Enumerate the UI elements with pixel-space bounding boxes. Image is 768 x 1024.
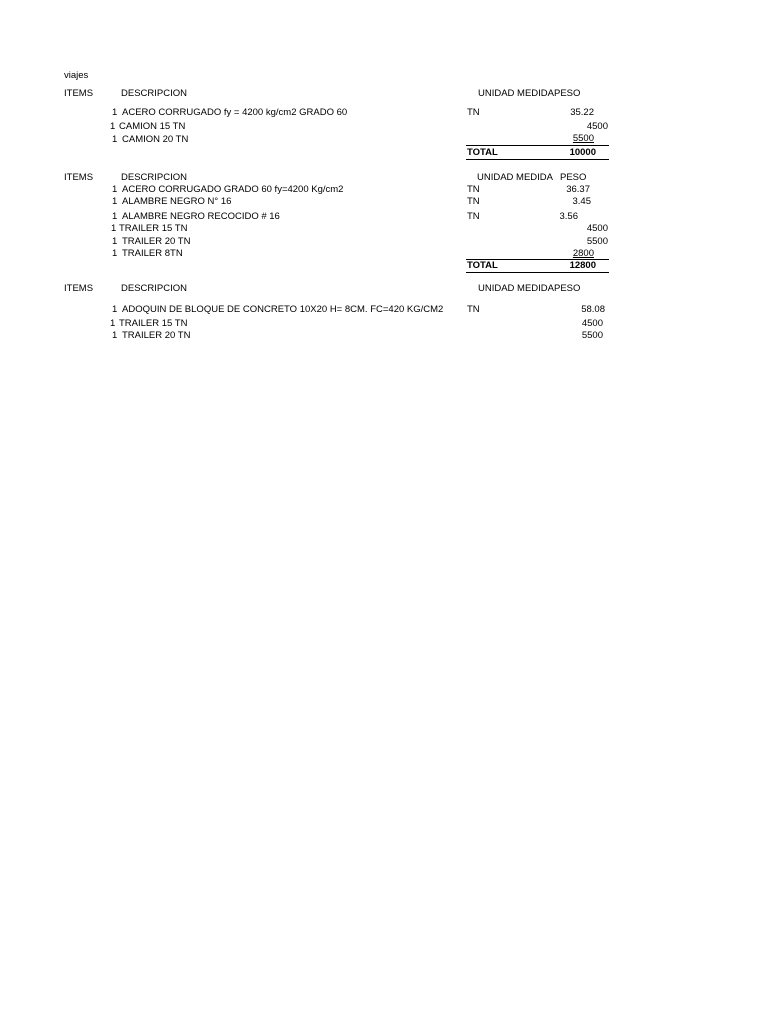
row-peso: 5500 (586, 236, 608, 247)
row-item: 1 (110, 121, 116, 132)
row-unidad: TN (467, 211, 480, 222)
row-unidad: TN (467, 107, 480, 118)
row-peso: 2800 (572, 248, 594, 259)
header-items: ITEMS (64, 88, 94, 99)
row-descripcion: ADOQUIN DE BLOQUE DE CONCRETO 10X20 H= 8CM. FC=420 KG/CM2 (122, 304, 444, 315)
total-label: TOTAL (467, 147, 498, 158)
row-descripcion: ACERO CORRUGADO fy = 4200 kg/cm2 GRADO 60 (122, 107, 348, 118)
row-item: 1 (112, 107, 118, 118)
row-item: 1 (110, 318, 116, 329)
row-descripcion: TRAILER 8TN (122, 248, 183, 259)
row-descripcion: ALAMBRE NEGRO N° 16 (122, 196, 232, 207)
header-peso: PESO (554, 283, 581, 294)
total-underline (466, 272, 609, 273)
header-items: ITEMS (64, 172, 94, 183)
row-descripcion: TRAILER 20 TN (122, 330, 191, 341)
row-descripcion: TRAILER 20 TN (122, 236, 191, 247)
row-peso: 4500 (581, 318, 603, 329)
row-descripcion: TRAILER 15 TN (119, 223, 188, 234)
row-item: 1 (112, 134, 118, 145)
row-peso: 3.56 (559, 211, 578, 222)
row-item: 1 (112, 196, 118, 207)
header-peso: PESO (554, 88, 581, 99)
row-item: 1 (112, 184, 118, 195)
row-descripcion: ACERO CORRUGADO GRADO 60 fy=4200 Kg/cm2 (122, 184, 344, 195)
total-underline (466, 159, 609, 160)
row-item: 1 (112, 236, 118, 247)
row-peso: 5500 (572, 133, 594, 144)
row-peso: 36.37 (566, 184, 590, 195)
row-item: 1 (112, 248, 118, 259)
row-descripcion: TRAILER 15 TN (119, 318, 188, 329)
sheet-title: viajes (64, 70, 89, 81)
row-peso: 3.45 (572, 196, 591, 207)
header-unidad-medida: UNIDAD MEDIDA (478, 283, 555, 294)
row-item: 1 (112, 304, 118, 315)
header-descripcion: DESCRIPCION (121, 283, 187, 294)
row-peso: 4500 (586, 223, 608, 234)
total-label: TOTAL (467, 260, 498, 271)
row-item: 1 (112, 211, 118, 222)
row-descripcion: CAMION 15 TN (119, 121, 186, 132)
row-item: 1 (111, 223, 117, 234)
row-unidad: TN (467, 304, 480, 315)
row-descripcion: CAMION 20 TN (122, 134, 189, 145)
header-peso: PESO (560, 172, 587, 183)
row-peso: 58.08 (581, 304, 605, 315)
row-unidad: TN (467, 196, 480, 207)
header-descripcion: DESCRIPCION (121, 172, 187, 183)
total-value: 12800 (569, 260, 596, 271)
total-divider (466, 145, 609, 146)
header-items: ITEMS (64, 283, 94, 294)
row-descripcion: ALAMBRE NEGRO RECOCIDO # 16 (122, 211, 280, 222)
row-item: 1 (112, 330, 118, 341)
row-unidad: TN (467, 184, 480, 195)
row-peso: 5500 (581, 330, 603, 341)
header-unidad-medida: UNIDAD MEDIDA (477, 172, 554, 183)
row-peso: 35.22 (570, 107, 594, 118)
header-descripcion: DESCRIPCION (121, 88, 187, 99)
row-peso: 4500 (586, 121, 608, 132)
header-unidad-medida: UNIDAD MEDIDA (478, 88, 555, 99)
total-value: 10000 (569, 147, 596, 158)
